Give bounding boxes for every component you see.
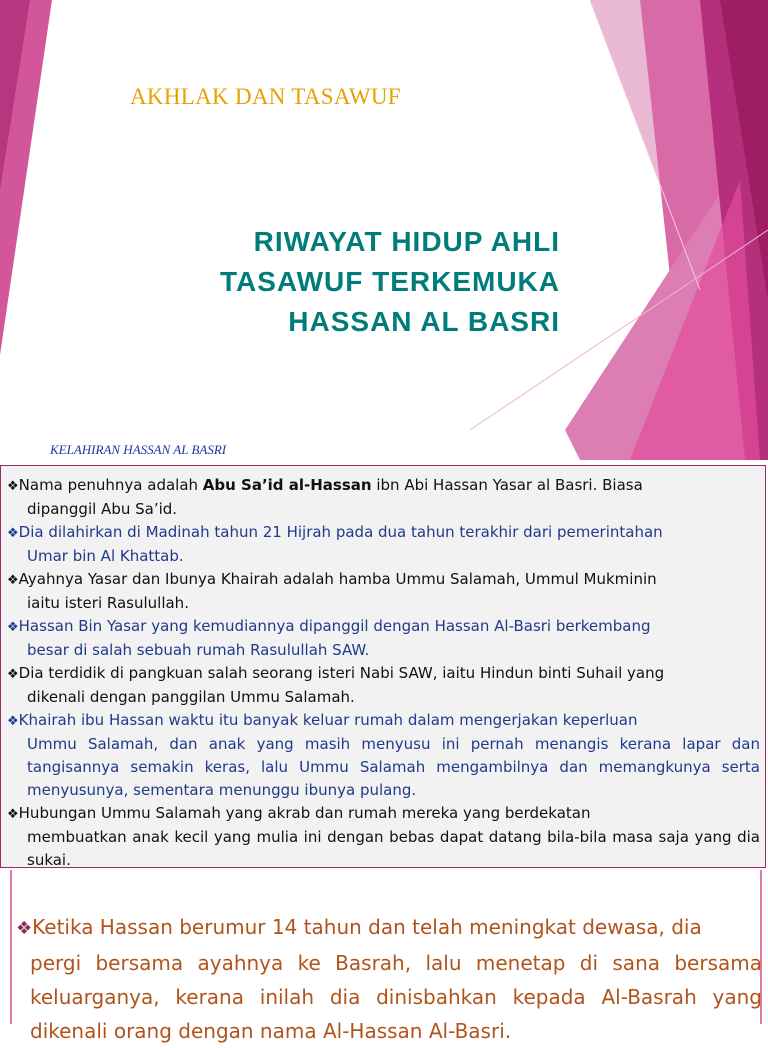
bullet-item: ❖Nama penuhnya adalah Abu Sa’id al-Hassan ibn Abi Hassan Yasar al Basri. Biasa dipanggil Abu Sa’id. <box>7 476 643 518</box>
bullet-item: ❖Hassan Bin Yasar yang kemudiannya dipanggil dengan Hassan Al-Basri berkembang besar di salah sebuah rumah Rasulullah SAW. <box>7 617 651 659</box>
bullet-item: ❖Dia terdidik di pangkuan salah seorang isteri Nabi SAW, iaitu Hindun binti Suhail yang dikenali dengan panggilan Ummu Salamah. <box>7 664 665 706</box>
paragraph: ❖Ketika Hassan berumur 14 tahun dan telah meningkat dewasa, dia pergi bersama ayahnya ke Basrah, lalu menetap di sana bersama keluarganya, kerana inilah dia dinisbahkan kepada Al-Basrah yang dikenali orang dengan nama Al-Hassan Al-Basri. <box>16 915 762 1043</box>
bullet-diamond-icon: ❖ <box>7 714 19 729</box>
slide-subtitle: AKHLAK DAN TASAWUF <box>130 84 401 109</box>
bold-name: Abu Sa’id al-Hassan <box>202 476 372 494</box>
third-slide <box>0 870 768 1043</box>
bullet-item: ❖Hubungan Ummu Salamah yang akrab dan rumah mereka yang berdekatan membuatkan anak kecil yang mulia ini dengan bebas dapat datang bila-bila masa saja yang dia sukai. <box>7 804 760 869</box>
bullet-diamond-icon: ❖ <box>7 526 19 541</box>
bullet-diamond-icon: ❖ <box>7 807 19 822</box>
bullet-diamond-icon: ❖ <box>7 620 19 635</box>
left-border <box>10 870 12 1024</box>
title-line-3: HASSAN AL BASRI <box>288 306 560 337</box>
title-line-2: TASAWUF TERKEMUKA <box>219 266 560 297</box>
title-line-1: RIWAYAT HIDUP AHLI <box>253 226 560 257</box>
bullet-diamond-icon: ❖ <box>16 918 33 939</box>
bullet-item: ❖Ayahnya Yasar dan Ibunya Khairah adalah hamba Ummu Salamah, Ummul Mukminin iaitu isteri Rasulullah. <box>7 570 657 612</box>
bullet-diamond-icon: ❖ <box>7 479 19 494</box>
bullet-item: ❖Dia dilahirkan di Madinah tahun 21 Hijrah pada dua tahun terakhir dari pemerintahan Umar bin Al Khattab. <box>7 523 663 565</box>
content-box <box>0 465 766 868</box>
title-slide <box>0 0 768 460</box>
slide-title <box>120 222 560 342</box>
section-label: KELAHIRAN HASSAN AL BASRI <box>50 442 227 457</box>
bullet-diamond-icon: ❖ <box>7 573 19 588</box>
bullet-diamond-icon: ❖ <box>7 667 19 682</box>
bullet-item: ❖Khairah ibu Hassan waktu itu banyak keluar rumah dalam mengerjakan keperluan Ummu Salamah, dan anak yang masih menyusu ini pernah menangis kerana lapar dan tangisannya semakin keras, lalu Ummu Salamah mengambilnya dan memangkunya serta menyusunya, sementara menunggu ibunya pulang. <box>7 711 760 799</box>
